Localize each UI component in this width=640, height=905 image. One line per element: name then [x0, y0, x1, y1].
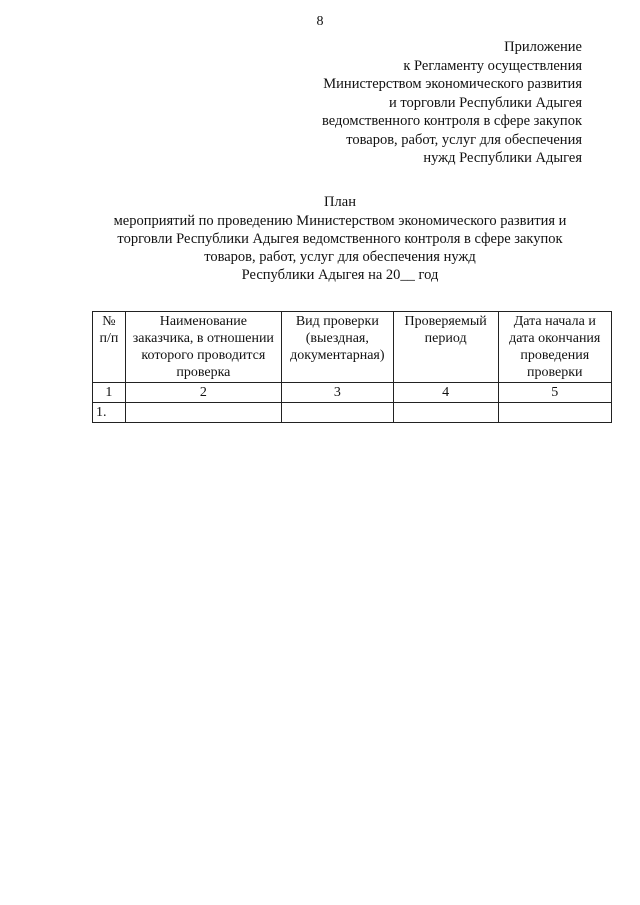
column-number: 3	[281, 383, 393, 403]
header-inspection-type: Вид проверки (выездная, документарная)	[281, 312, 393, 383]
appendix-line: и торговли Республики Адыгея	[389, 94, 582, 111]
column-number: 4	[393, 383, 498, 403]
header-customer-name: Наименование заказчика, в отношении которого проводится проверка	[125, 312, 281, 383]
column-numbering-row	[93, 383, 612, 403]
plan-title-line: торговли Республики Адыгея ведомственного контроля в сфере закупок	[117, 231, 563, 247]
table-cell	[281, 403, 393, 423]
appendix-line: Приложение	[504, 39, 582, 55]
table-cell	[498, 403, 611, 423]
plan-title-block	[60, 193, 620, 284]
table-row	[93, 403, 612, 423]
header-number: № п/п	[93, 312, 126, 383]
table-header-row	[93, 312, 612, 383]
plan-title-line: товаров, работ, услуг для обеспечения нужд	[204, 249, 476, 265]
appendix-line: Министерством экономического развития	[323, 76, 582, 92]
column-number: 1	[93, 383, 126, 403]
page-number: 8	[316, 14, 324, 29]
header-inspected-period: Проверяемый период	[393, 312, 498, 383]
plan-title-line: Республики Адыгея на 20__ год	[241, 267, 439, 283]
column-number: 2	[125, 383, 281, 403]
appendix-block	[322, 38, 582, 168]
table-cell: 1.	[93, 403, 126, 423]
header-inspection-dates: Дата начала и дата окончания проведения проверки	[498, 312, 611, 383]
appendix-line: товаров, работ, услуг для обеспечения	[346, 131, 582, 148]
appendix-line: к Регламенту осуществления	[403, 57, 582, 74]
column-number: 5	[498, 383, 611, 403]
table-cell	[393, 403, 498, 423]
appendix-line: нужд Республики Адыгея	[423, 150, 582, 166]
appendix-line: ведомственного контроля в сфере закупок	[322, 113, 582, 129]
plan-title: План	[324, 194, 356, 210]
plan-table	[92, 311, 612, 423]
plan-title-line: мероприятий по проведению Министерством экономического развития и	[113, 213, 567, 229]
table-cell	[125, 403, 281, 423]
